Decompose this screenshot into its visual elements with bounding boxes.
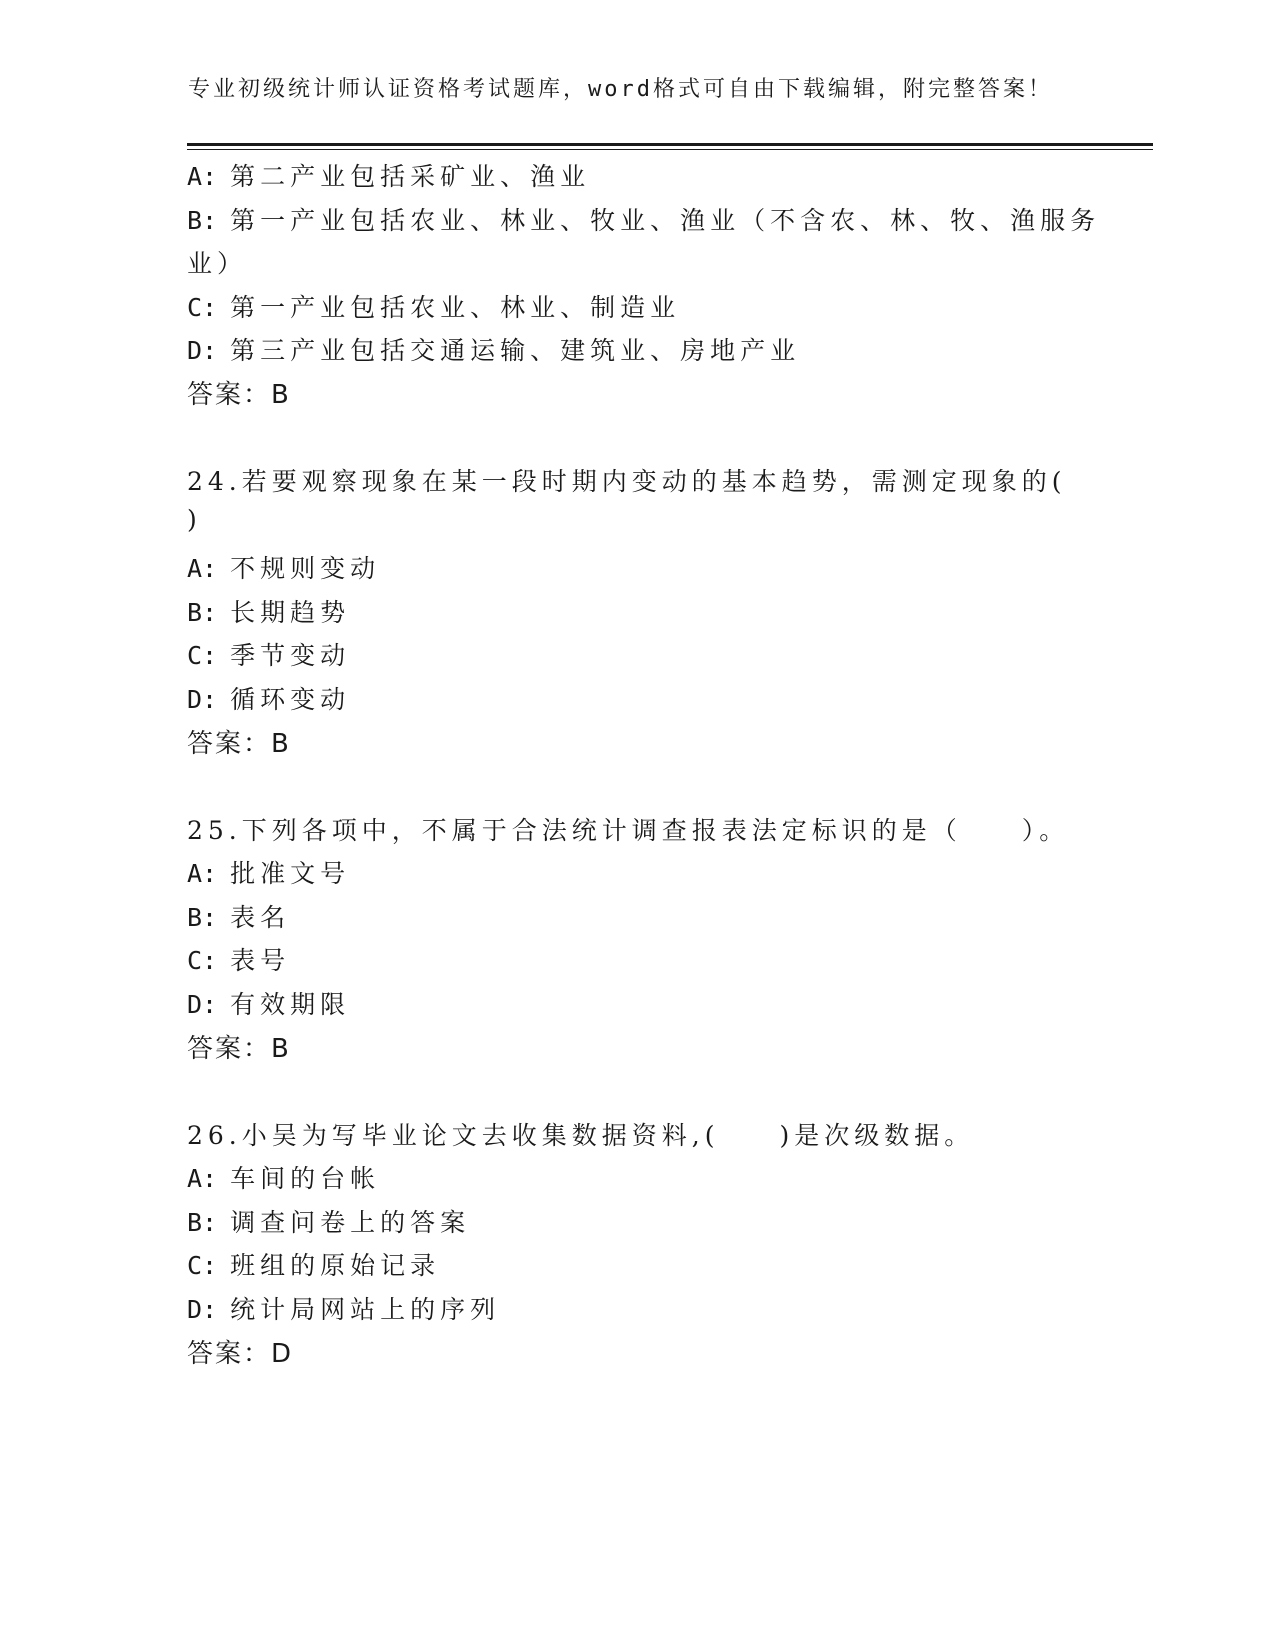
option-text: 班组的原始记录 [230, 1251, 441, 1280]
option-text: 批准文号 [230, 859, 351, 888]
option-text: 第一产业包括农业、林业、牧业、渔业（不含农、林、牧、渔服务 [230, 206, 1101, 235]
option-label: A: [187, 1164, 218, 1193]
q25-answer: 答案：B [187, 1034, 291, 1064]
option-label: C: [187, 641, 218, 670]
option-text-continued: 业） [187, 249, 248, 278]
option-text: 不规则变动 [230, 554, 381, 583]
q24-option-b [187, 593, 350, 629]
option-label: D: [187, 336, 218, 365]
q24-option-a [187, 549, 380, 585]
q26-question: 26.小吴为写毕业论文去收集数据资料,( )是次级数据。 [187, 1121, 975, 1150]
option-text: 循环变动 [230, 685, 351, 714]
option-label: A: [187, 162, 218, 191]
page-header: 专业初级统计师认证资格考试题库，word格式可自由下载编辑，附完整答案！ [188, 77, 1053, 102]
q25-option-a [187, 854, 350, 890]
option-label: A: [187, 554, 218, 583]
q25-option-c [187, 941, 290, 977]
option-label: A: [187, 859, 218, 888]
option-label: C: [187, 293, 218, 322]
option-label: D: [187, 990, 218, 1019]
q24-question: 24.若要观察现象在某一段时期内变动的基本趋势，需测定现象的( [187, 467, 1067, 496]
option-text: 统计局网站上的序列 [230, 1295, 501, 1324]
q23-answer: 答案：B [187, 380, 291, 410]
q26-option-d [187, 1290, 500, 1326]
option-label: D: [187, 1295, 218, 1324]
option-text: 第三产业包括交通运输、建筑业、房地产业 [230, 336, 801, 365]
option-text: 长期趋势 [230, 598, 351, 627]
option-label: C: [187, 1251, 218, 1280]
option-text: 车间的台帐 [230, 1164, 381, 1193]
q26-option-b [187, 1203, 470, 1239]
q26-option-c [187, 1246, 440, 1282]
option-label: B: [187, 1208, 218, 1237]
q23-option-d [187, 331, 800, 367]
q24-answer: 答案：B [187, 729, 291, 759]
option-text: 有效期限 [230, 990, 351, 1019]
q23-option-b [187, 201, 1100, 237]
q23-option-a [187, 157, 590, 193]
option-label: D: [187, 685, 218, 714]
q24-option-d [187, 680, 350, 716]
q26-answer: 答案：D [187, 1339, 294, 1369]
q24-option-c [187, 636, 350, 672]
q25-option-d [187, 985, 350, 1021]
q23-option-b-continued [187, 244, 247, 280]
option-text: 季节变动 [230, 641, 351, 670]
option-text: 表号 [230, 946, 291, 975]
option-text: 第一产业包括农业、林业、制造业 [230, 293, 681, 322]
q25-question: 25.下列各项中，不属于合法统计调查报表法定标识的是（ ）。 [187, 816, 1070, 845]
option-label: B: [187, 598, 218, 627]
option-text: 调查问卷上的答案 [230, 1208, 471, 1237]
option-label: B: [187, 903, 218, 932]
q26-option-a [187, 1159, 380, 1195]
option-text: 表名 [230, 903, 291, 932]
option-label: C: [187, 946, 218, 975]
q25-option-b [187, 898, 290, 934]
header-rule-thick [187, 143, 1153, 146]
q23-option-c [187, 288, 680, 324]
header-rule-thin [187, 149, 1153, 150]
q24-question-continued: ) [187, 505, 202, 534]
option-text: 第二产业包括采矿业、渔业 [230, 162, 591, 191]
option-label: B: [187, 206, 218, 235]
